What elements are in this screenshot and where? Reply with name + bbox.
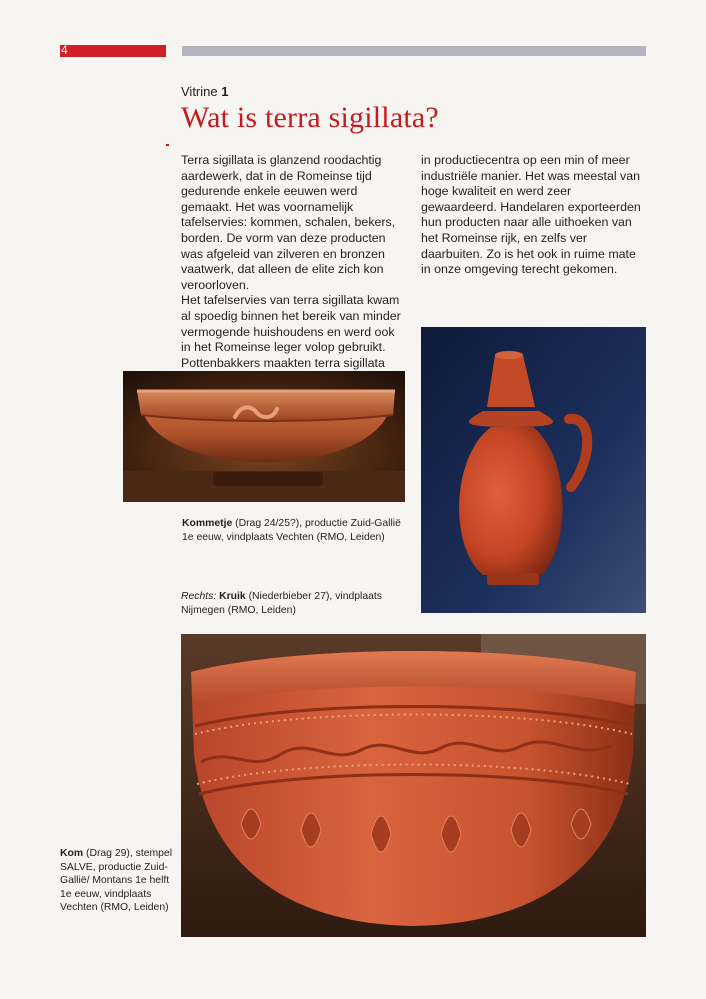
caption-details: (Niederbieber 27), vindplaats Nijmegen (RMO, Leiden) [181,591,382,616]
header-red-bar [60,45,166,57]
caption-prefix: Rechts: [181,591,217,602]
body-column-right [421,153,647,278]
body-paragraph: in productiecentra op een min of meer industriële manier. Het was meestal van hoge kwaliteit en werd zeer gewaardeerd. Handelaren exporteerden hun producten naar alle uithoeken van het Romeinse rijk, en zelfs ver daarbuiten. Zo is het ook in ruime mate in onze omgeving terecht gekomen. [421,153,641,277]
caption-details: (Drag 24/25?), productie Zuid-Gallië 1e eeuw, vindplaats Vechten (RMO, Leiden) [182,518,401,543]
page-number: 4 [61,43,68,57]
photo-kommetje [123,371,405,502]
page-title: Wat is terra sigillata? [181,101,439,134]
caption-kruik [181,590,413,617]
caption-object-name: Kruik [219,591,246,602]
kicker-label: Vitrine [181,84,218,99]
caption-details: (Drag 29), stempel SALVE, productie Zuid-Gallië/ Montans 1e helft 1e eeuw, vindplaats Vechten (RMO, Leiden) [60,848,173,913]
photo-kom [181,634,646,937]
body-paragraph: Terra sigillata is glanzend roodachtig aardewerk, dat in de Romeinse tijd gedurende enkele eeuwen werd gemaakt. Het was voornamelijk tafelservies: kommen, schalen, bekers, borden. De vorm van deze producten was afgeleid van zilveren en bronzen vaatwerk, dat alleen de elite zich kon veroorloven. [181,153,396,292]
body-paragraph: Het tafelservies van terra sigillata kwam al spoedig binnen het bereik van minder vermogende huishoudens en werd ook in het Romeinse leger volop gebruikt. Pottenbakkers maakten terra sigillata [181,293,401,370]
section-kicker [181,84,228,99]
print-speck [166,144,169,146]
caption-kom [60,847,174,915]
header-gray-bar [182,46,646,56]
kicker-number: 1 [221,84,229,99]
body-column-left [181,153,407,387]
photo-kruik [421,327,646,613]
caption-object-name: Kom [60,848,84,859]
caption-object-name: Kommetje [182,518,233,529]
caption-kommetje [182,517,414,544]
